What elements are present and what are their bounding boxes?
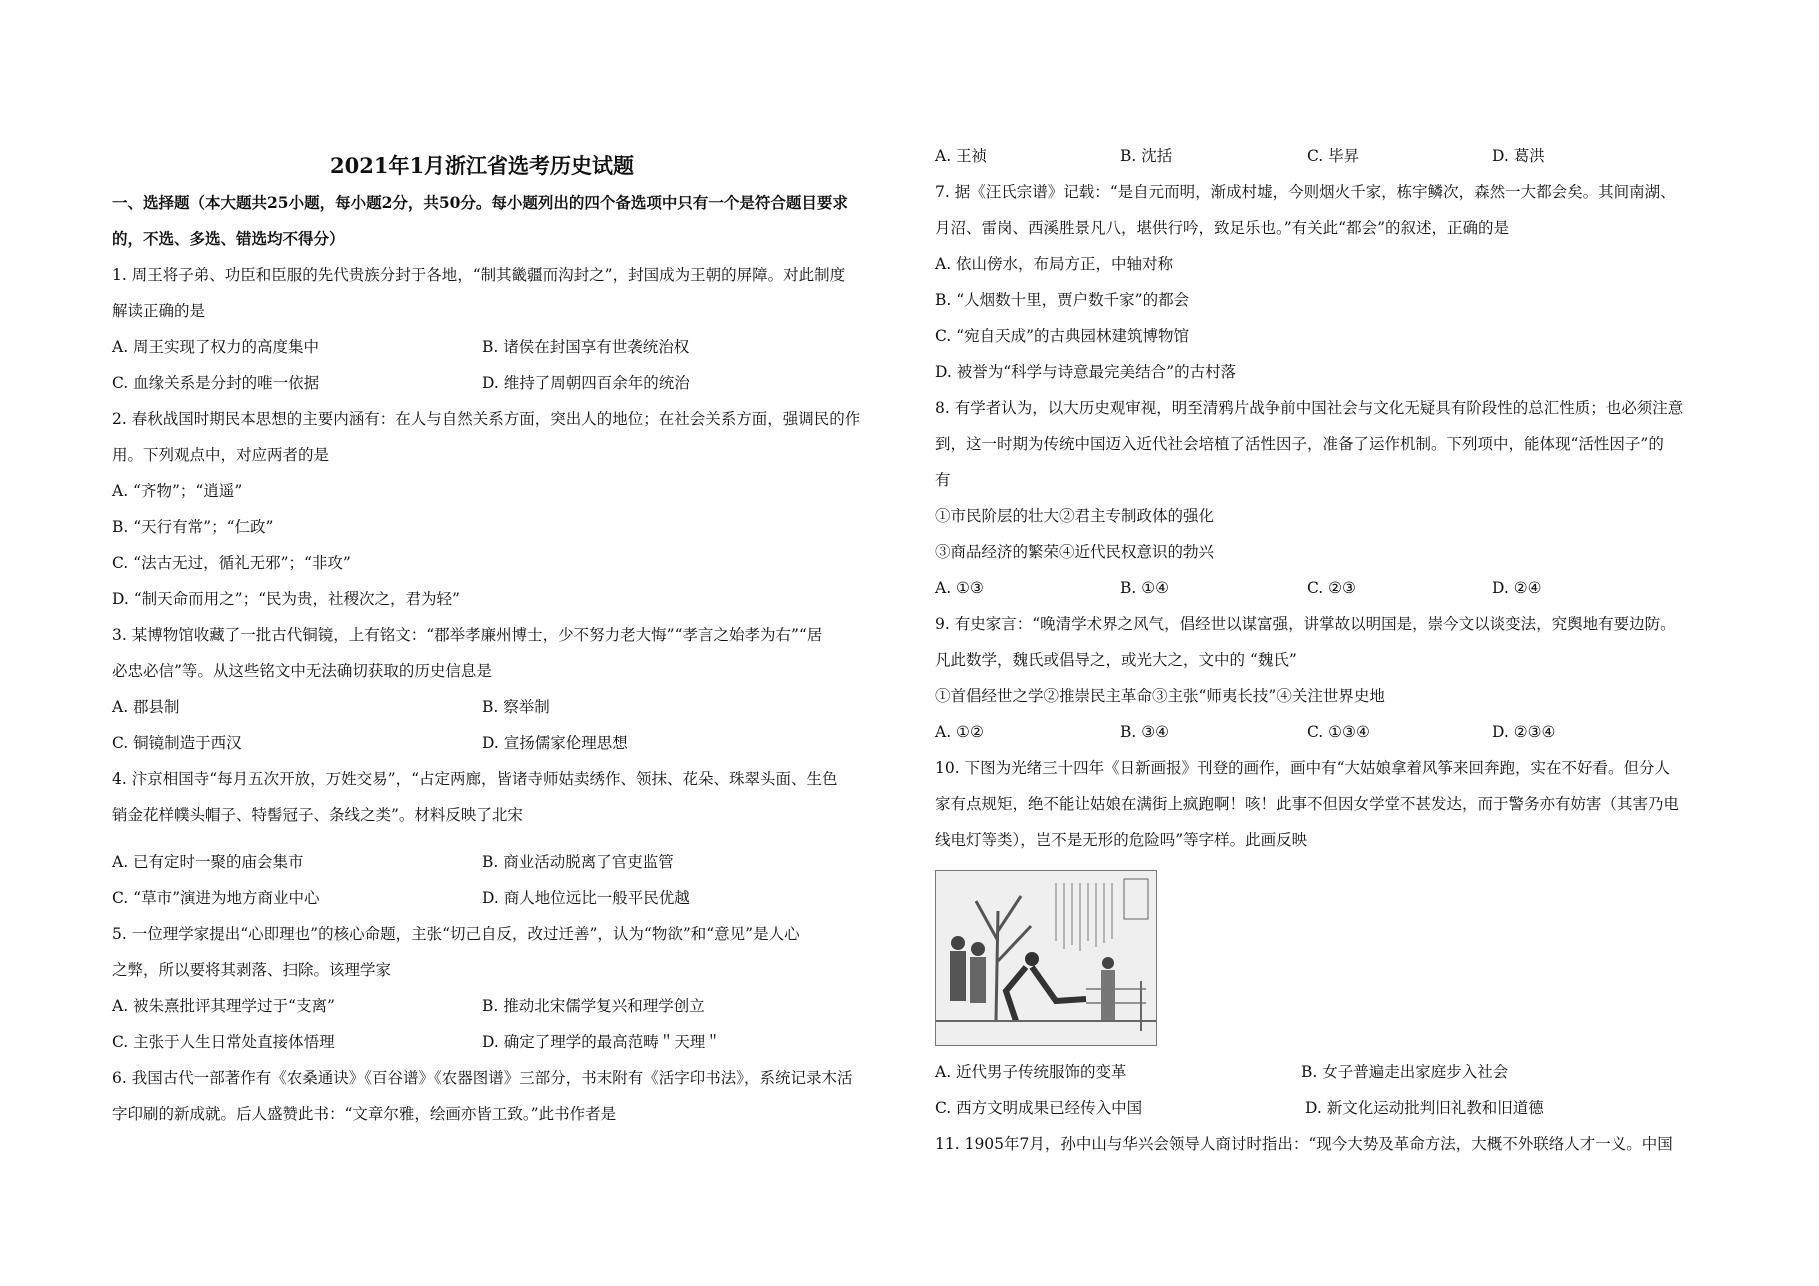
q4-option-a: A. 已有定时一聚的庙会集市 [112,853,304,871]
q10-stem-2: 家有点规矩，绝不能让姑娘在满街上疯跑啊！咳！此事不但因女学堂不甚发达，而于警务亦有妨害（其害乃电 [935,795,1680,813]
q4-option-b: B. 商业活动脱离了官吏监管 [482,853,674,871]
q10-stem-1: 10. 下图为光绪三十四年《日新画报》刊登的画作，画中有“大姑娘拿着风筝来回奔跑，实在不好看。但分人 [935,759,1671,777]
q8-option-d: D. ②④ [1492,579,1542,597]
q1-option-a: A. 周王实现了权力的高度集中 [112,338,320,356]
q6-option-a: A. 王祯 [935,147,988,165]
q8-option-b: B. ①④ [1120,579,1170,597]
q6-option-c: C. 毕昇 [1307,147,1360,165]
q7-option-a: A. 依山傍水，布局方正，中轴对称 [935,255,1174,273]
q4-option-d: D. 商人地位远比一般平民优越 [482,889,690,907]
q9-option-c: C. ①③④ [1307,723,1370,741]
q7-stem-2: 月沼、雷岗、西溪胜景凡八，堪供行吟，致足乐也。”有关此“都会”的叙述，正确的是 [935,219,1510,237]
q6-option-d: D. 葛洪 [1492,147,1545,165]
q10-option-b: B. 女子普遍走出家庭步入社会 [1301,1063,1509,1081]
q8-statements-2: ③商品经济的繁荣④近代民权意识的勃兴 [935,543,1215,561]
q1-option-b: B. 诸侯在封国享有世袭统治权 [482,338,690,356]
q5-stem-2: 之弊，所以要将其剥落、扫除。该理学家 [112,961,392,979]
q4-stem-2: 销金花样幞头帽子、特髻冠子、条线之类”。材料反映了北宋 [112,806,523,824]
q5-option-b: B. 推动北宋儒学复兴和理学创立 [482,997,705,1015]
q5-stem-1: 5. 一位理学家提出“心即理也”的核心命题，主张“切己自反，改过迁善”，认为“物欲”和“意见”是人心 [112,925,800,943]
q7-option-d: D. 被誉为“科学与诗意最完美结合”的古村落 [935,363,1237,381]
q8-option-c: C. ②③ [1307,579,1356,597]
q9-option-a: A. ①② [935,723,984,741]
section-header-line1: 一、选择题（本大题共25小题，每小题2分，共50分。每小题列出的四个备选项中只有一个是符合题目要求 [112,193,848,212]
q3-option-a: A. 郡县制 [112,698,180,716]
q2-option-c: C. “法古无过，循礼无邪”；“非攻” [112,554,351,572]
q7-option-b: B. “人烟数十里，贾户数千家”的都会 [935,291,1190,309]
q3-stem-1: 3. 某博物馆收藏了一批古代铜镜，上有铭文：“郡举孝廉州博士，少不努力老大悔”“孝言之始孝为右”“居 [112,626,823,644]
q3-option-d: D. 宣扬儒家伦理思想 [482,734,628,752]
q4-stem-1: 4. 汴京相国寺“每月五次开放，万姓交易”，“占定两廊，皆诸寺师姑卖绣作、领抹、花朵、珠翠头面、生色 [112,770,838,788]
q2-option-d: D. “制天命而用之”；“民为贵，社稷次之，君为轻” [112,590,460,608]
q5-option-a: A. 被朱熹批评其理学过于“支离” [112,997,335,1015]
newspaper-illustration-icon [935,870,1157,1046]
q2-stem-1: 2. 春秋战国时期民本思想的主要内涵有：在人与自然关系方面，突出人的地位；在社会关系方面，强调民的作 [112,410,861,428]
q9-stem-1: 9. 有史家言：“晚清学术界之风气，倡经世以谋富强，讲掌故以明国是，崇今文以谈变法，究舆地有要边防。 [935,615,1676,633]
q8-statements-1: ①市民阶层的壮大②君主专制政体的强化 [935,507,1215,525]
q10-option-c: C. 西方文明成果已经传入中国 [935,1099,1143,1117]
q8-stem-1: 8. 有学者认为，以大历史观审视，明至清鸦片战争前中国社会与文化无疑具有阶段性的总汇性质；也必须注意 [935,399,1684,417]
q2-option-a: A. “齐物”；“逍遥” [112,482,243,500]
q7-option-c: C. “宛自天成”的古典园林建筑博物馆 [935,327,1190,345]
q9-option-d: D. ②③④ [1492,723,1556,741]
section-header-line2: 的，不选、多选、错选均不得分） [112,229,345,248]
q1-option-c: C. 血缘关系是分封的唯一依据 [112,374,320,392]
q10-option-d: D. 新文化运动批判旧礼教和旧道德 [1305,1099,1544,1117]
q2-option-b: B. “天行有常”；“仁政” [112,518,274,536]
q2-stem-2: 用。下列观点中，对应两者的是 [112,446,330,464]
q8-stem-2: 到，这一时期为传统中国迈入近代社会培植了活性因子，准备了运作机制。下列项中，能体现“活性因子”的 [935,435,1664,453]
q3-option-c: C. 铜镜制造于西汉 [112,734,242,752]
q3-stem-2: 必忠必信”等。从这些铭文中无法确切获取的历史信息是 [112,662,492,680]
q1-option-d: D. 维持了周朝四百余年的统治 [482,374,690,392]
q6-option-b: B. 沈括 [1120,147,1173,165]
q9-statements: ①首倡经世之学②推崇民主革命③主张“师夷长技”④关注世界史地 [935,687,1385,705]
q8-stem-3: 有 [935,471,951,489]
q5-option-c: C. 主张于人生日常处直接体悟理 [112,1033,335,1051]
q6-stem-1: 6. 我国古代一部著作有《农桑通诀》《百谷谱》《农器图谱》三部分，书末附有《活字印书法》，系统记录木活 [112,1069,853,1087]
q8-option-a: A. ①③ [935,579,984,597]
q9-stem-2: 凡此数学，魏氏或倡导之，或光大之，文中的 “魏氏” [935,651,1297,669]
q6-stem-2: 字印刷的新成就。后人盛赞此书：“文章尔雅，绘画亦皆工致。”此书作者是 [112,1105,617,1123]
q10-stem-3: 线电灯等类），岂不是无形的危险吗”等字样。此画反映 [935,831,1308,849]
page-title: 2021年1月浙江省选考历史试题 [330,153,635,178]
q3-option-b: B. 察举制 [482,698,550,716]
q11-stem-1: 11. 1905年7月，孙中山与华兴会领导人商讨时指出：“现今大势及革命方法，大概不外联络人才一义。中国 [935,1135,1673,1153]
q4-option-c: C. “草市”演进为地方商业中心 [112,889,320,907]
q9-option-b: B. ③④ [1120,723,1170,741]
q1-stem-2: 解读正确的是 [112,302,206,320]
q1-stem-1: 1. 周王将子弟、功臣和臣服的先代贵族分封于各地，“制其畿疆而沟封之”，封国成为王朝的屏障。对此制度 [112,266,846,284]
q7-stem-1: 7. 据《汪氏宗谱》记载：“是自元而明，渐成村墟，今则烟火千家，栋宇鳞次，森然一大都会矣。其间南湖、 [935,183,1676,201]
q10-option-a: A. 近代男子传统服饰的变革 [935,1063,1127,1081]
q5-option-d: D. 确定了理学的最高范畴＂天理＂ [482,1033,721,1051]
